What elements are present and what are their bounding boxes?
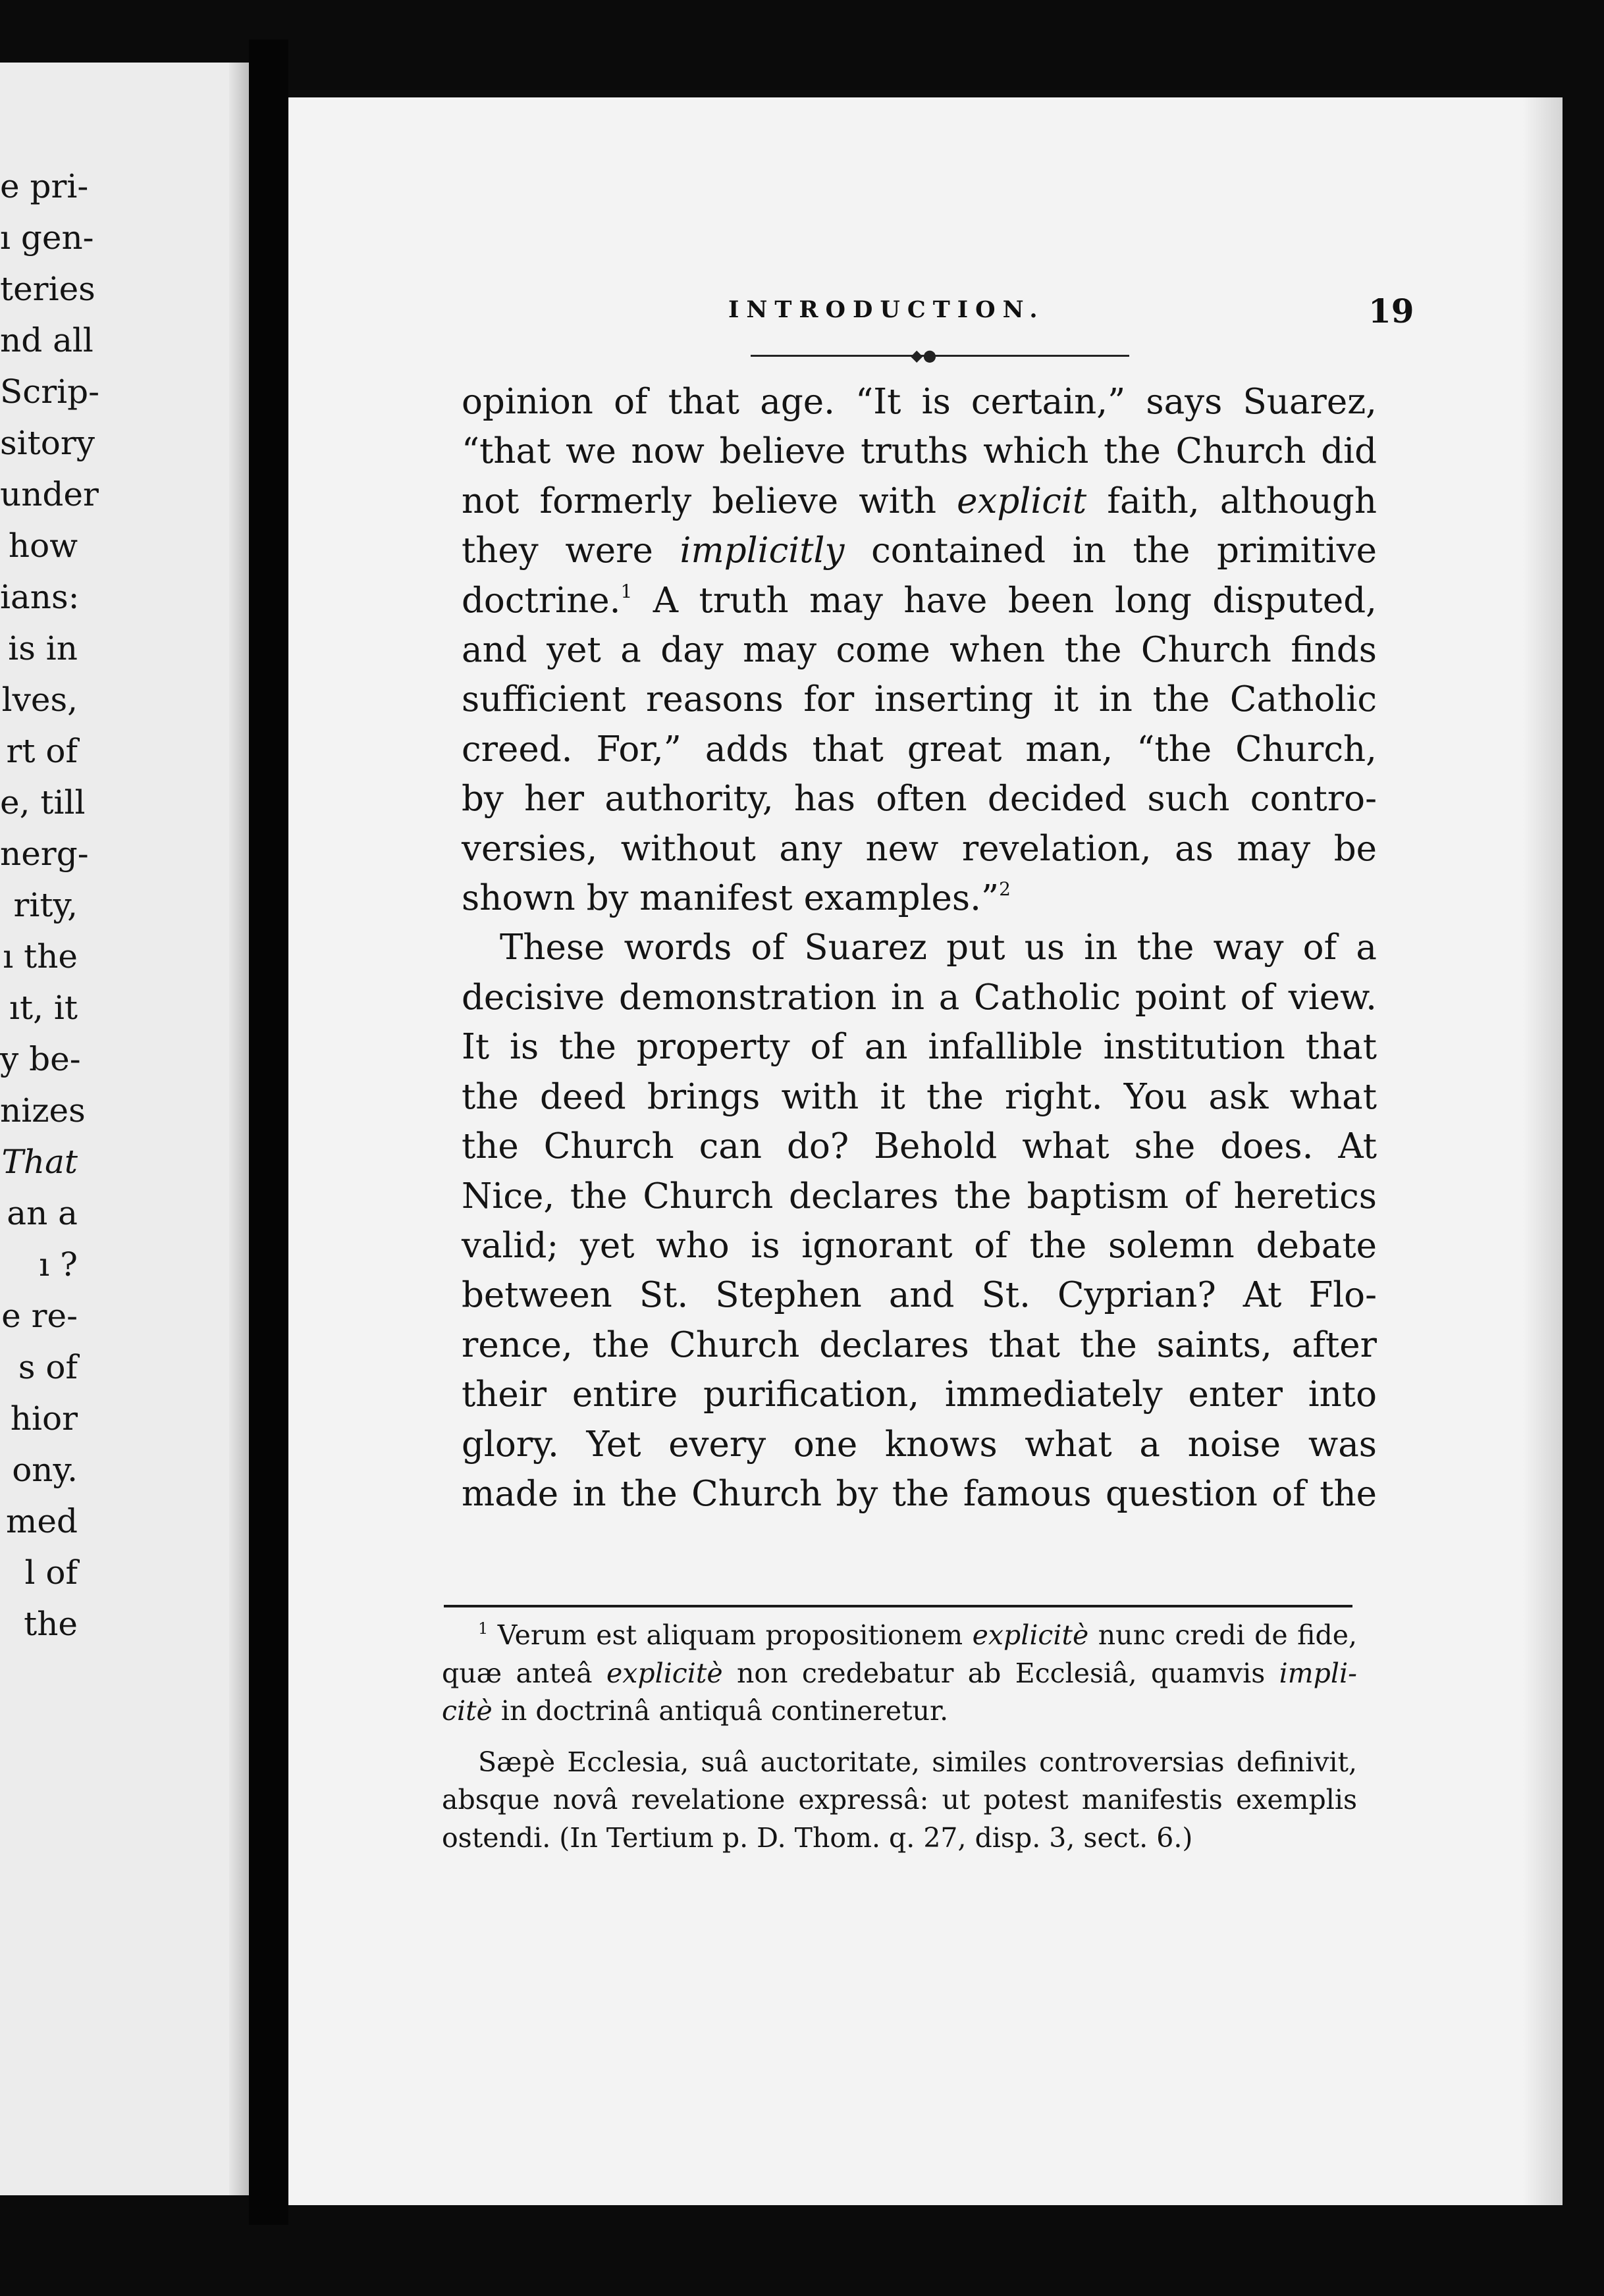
footnote-line: quæ anteâ explicitè non credebatur ab Ecclesiâ, quamvis impli- [442, 1657, 1357, 1689]
left-page-line: s of [18, 1348, 78, 1386]
body-line: and yet a day may come when the Church finds [462, 630, 1377, 671]
left-page-line: teries [0, 270, 95, 308]
book-spine [249, 39, 288, 2225]
right-page-edge-shadow [1523, 97, 1563, 2205]
left-page-line: ı gen- [0, 219, 94, 257]
left-page-line: e, till [0, 783, 86, 822]
body-text [462, 377, 1377, 1519]
left-page-line: nd all [0, 321, 94, 359]
footnotes [442, 1617, 1357, 1857]
left-page-line: Scrip- [0, 373, 100, 411]
left-page-line: ony. [12, 1451, 78, 1489]
body-line: between St. Stephen and St. Cyprian? At Flo- [462, 1275, 1377, 1316]
body-line: by her authority, has often decided such contro- [462, 779, 1377, 820]
body-line: Nice, the Church declares the baptism of heretics [462, 1176, 1377, 1216]
left-page-line: nerg- [0, 835, 89, 873]
left-page-line: under [0, 475, 99, 513]
left-page-line: ıt, it [9, 989, 78, 1027]
body-line: the deed brings with it the right. You ask what [462, 1076, 1377, 1117]
left-page-line: That [1, 1143, 78, 1181]
footnote-line: absque novâ revelatione expressâ: ut potest manifestis exemplis [442, 1784, 1357, 1815]
body-line: These words of Suarez put us in the way of a [500, 927, 1377, 968]
left-page-line: y be- [0, 1040, 81, 1078]
left-page-line: ı the [3, 937, 78, 976]
body-line: valid; yet who is ignorant of the solemn debate [462, 1225, 1377, 1266]
left-page-line: how [8, 527, 78, 565]
body-line: the Church can do? Behold what she does. At [462, 1126, 1377, 1167]
body-line: shown by manifest examples.”$^2$ [462, 878, 1011, 919]
body-line: glory. Yet every one knows what a noise was [462, 1424, 1377, 1465]
left-page-line: e pri- [0, 167, 89, 205]
left-page-line: the [24, 1605, 78, 1643]
left-page-gutter-shadow [229, 63, 249, 2195]
left-page-line: e re- [1, 1297, 78, 1335]
left-page-line: ı ? [39, 1245, 78, 1284]
body-line: rence, the Church declares that the saints, after [462, 1324, 1377, 1365]
body-line: their entire purification, immediately enter into [462, 1374, 1377, 1415]
left-page-line: rity, [13, 886, 78, 924]
rule-ornament-icon: ◆● [911, 346, 937, 365]
body-line: versies, without any new revelation, as may be [462, 828, 1377, 869]
body-line: creed. For,” adds that great man, “the Church, [462, 729, 1377, 770]
body-line: decisive demonstration in a Catholic point of view. [462, 977, 1377, 1018]
body-line: doctrine.$^1$ A truth may have been long disputed, [462, 580, 1377, 621]
right-page [288, 97, 1563, 2205]
page-number: 19 [1368, 292, 1414, 330]
left-page [0, 63, 249, 2195]
left-page-line: nizes [0, 1091, 86, 1130]
footnote-line: Sæpè Ecclesia, suâ auctoritate, similes controversias definivit, [478, 1746, 1357, 1778]
body-line: “that we now believe truths which the Church did [462, 431, 1377, 472]
left-page-line: sitory [0, 424, 95, 462]
body-line: not formerly believe with explicit faith, although [462, 481, 1377, 521]
footnote-line: $^1$ Verum est aliquam propositionem explicitè nunc credi de fide, [478, 1619, 1357, 1651]
footnote-rule [444, 1605, 1352, 1607]
left-page-line: med [5, 1502, 78, 1540]
left-page-line: is in [8, 629, 78, 667]
left-page-line: lves, [1, 681, 78, 719]
left-page-line: hior [10, 1399, 78, 1438]
body-line: they were implicitly contained in the primitive [462, 531, 1377, 571]
body-line: opinion of that age. “It is certain,” says Suarez, [462, 382, 1377, 422]
footnote-line: citè in doctrinâ antiquâ contineretur. [442, 1695, 949, 1727]
body-line: sufficient reasons for inserting it in the Catholic [462, 679, 1377, 720]
left-page-line: ians: [0, 578, 80, 616]
left-page-line: an a [7, 1194, 78, 1232]
footnote-line: ostendi. (In Tertium p. D. Thom. q. 27, disp. 3, sect. 6.) [442, 1821, 1193, 1854]
body-line: It is the property of an infallible institution that [462, 1027, 1377, 1068]
left-page-line: rt of [6, 732, 78, 770]
left-page-line: l of [24, 1553, 78, 1592]
title-rule [751, 355, 1129, 357]
body-line: made in the Church by the famous question of the [462, 1473, 1377, 1514]
running-title: INTRODUCTION. [728, 296, 1045, 323]
